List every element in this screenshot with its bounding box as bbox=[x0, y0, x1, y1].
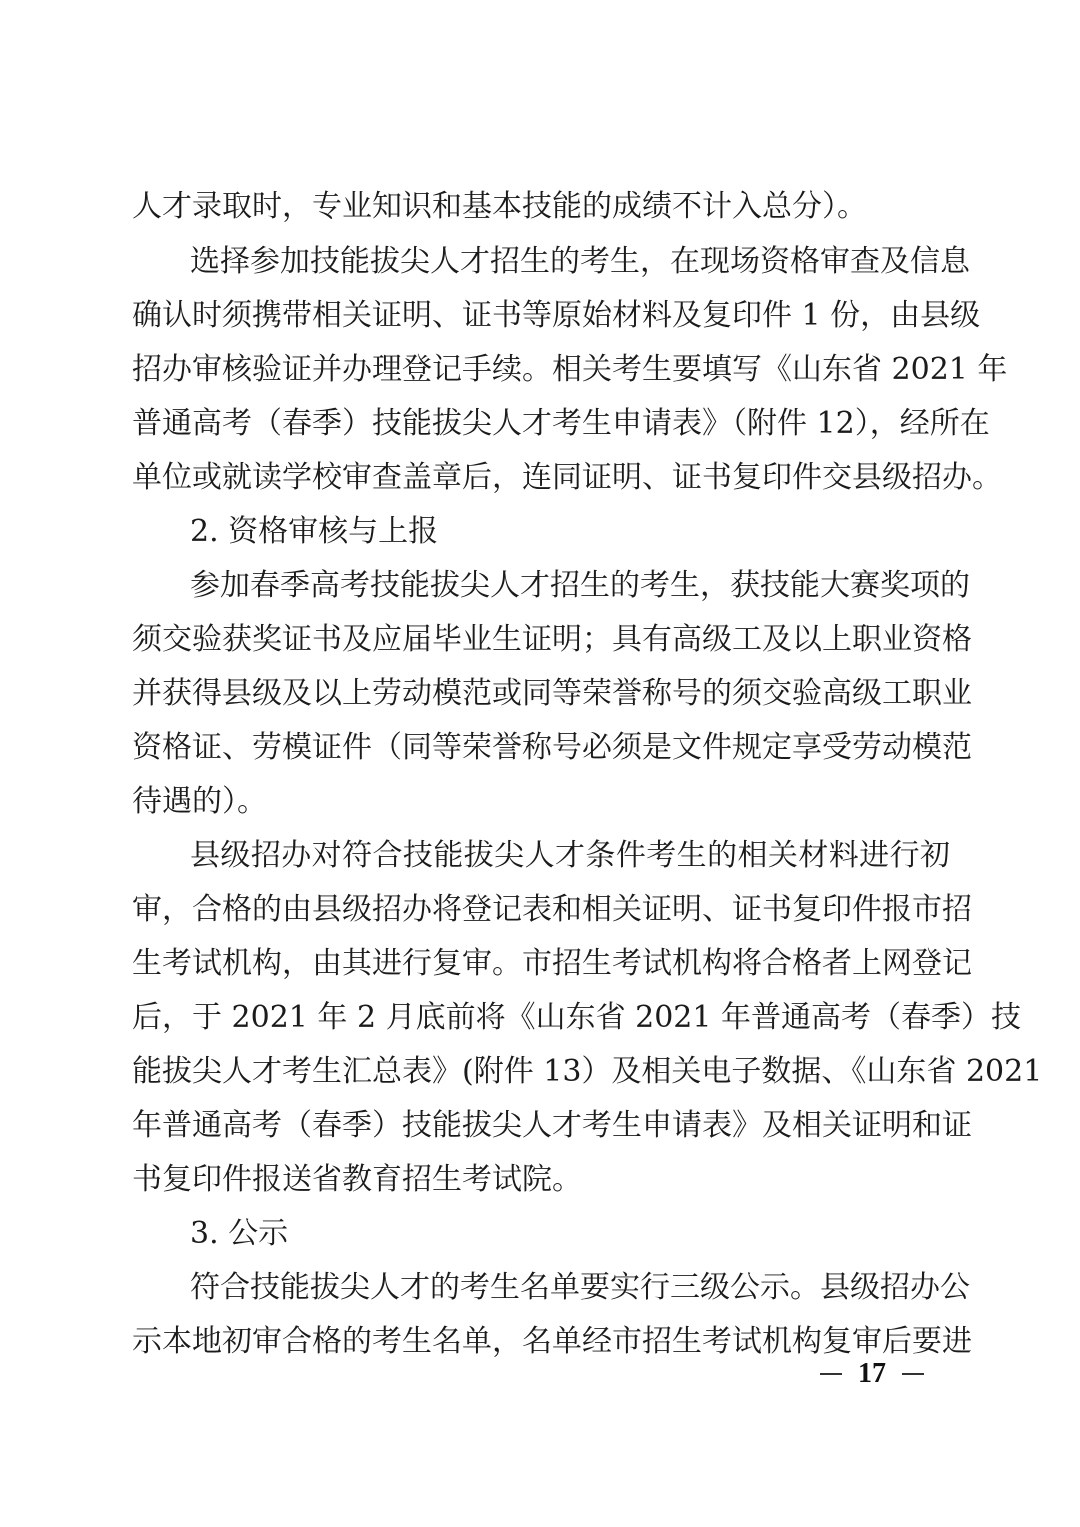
text-line: 并获得县级及以上劳动模范或同等荣誉称号的须交验高级工职业 bbox=[132, 676, 972, 711]
paragraph-start-line: 符合技能拔尖人才的考生名单要实行三级公示。县级招办公 bbox=[190, 1270, 970, 1305]
text-line: 书复印件报送省教育招生考试院。 bbox=[132, 1162, 582, 1197]
text-line: 招办审核验证并办理登记手续。相关考生要填写《山东省 2021 年 bbox=[132, 352, 1008, 387]
text-line: 审，合格的由县级招办将登记表和相关证明、证书复印件报市招 bbox=[132, 892, 972, 927]
paragraph-start-line: 县级招办对符合技能拔尖人才条件考生的相关材料进行初 bbox=[190, 838, 950, 873]
text-line: 待遇的）。 bbox=[132, 784, 267, 819]
text-line: 能拔尖人才考生汇总表》(附件 13）及相关电子数据、《山东省 2021 bbox=[132, 1054, 1043, 1089]
text-line: 年普通高考（春季）技能拔尖人才考生申请表》及相关证明和证 bbox=[132, 1108, 972, 1143]
text-line: 示本地初审合格的考生名单，名单经市招生考试机构复审后要进 bbox=[132, 1324, 972, 1359]
text-line: 普通高考（春季）技能拔尖人才考生申请表》（附件 12），经所在 bbox=[132, 406, 990, 441]
text-line: 须交验获奖证书及应届毕业生证明；具有高级工及以上职业资格 bbox=[132, 622, 972, 657]
paragraph-start-line: 选择参加技能拔尖人才招生的考生，在现场资格审查及信息 bbox=[190, 244, 970, 279]
text-line: 人才录取时，专业知识和基本技能的成绩不计入总分）。 bbox=[132, 189, 867, 224]
text-line: 生考试机构，由其进行复审。市招生考试机构将合格者上网登记 bbox=[132, 946, 972, 981]
page-number bbox=[820, 1352, 924, 1396]
page-number-value: 17 bbox=[858, 1358, 886, 1389]
text-line: 后，于 2021 年 2 月底前将《山东省 2021 年普通高考（春季）技 bbox=[132, 1000, 1021, 1035]
text-line: 单位或就读学校审查盖章后，连同证明、证书复印件交县级招办。 bbox=[132, 460, 1002, 495]
text-line: 确认时须携带相关证明、证书等原始材料及复印件 1 份，由县级 bbox=[132, 298, 981, 333]
page-number-left-dash bbox=[820, 1373, 842, 1375]
page-number-right-dash bbox=[902, 1373, 924, 1375]
paragraph-start-line: 参加春季高考技能拔尖人才招生的考生，获技能大赛奖项的 bbox=[190, 568, 970, 603]
section-heading: 2. 资格审核与上报 bbox=[190, 514, 439, 549]
section-heading: 3. 公示 bbox=[190, 1216, 289, 1251]
text-line: 资格证、劳模证件（同等荣誉称号必须是文件规定享受劳动模范 bbox=[132, 730, 972, 765]
